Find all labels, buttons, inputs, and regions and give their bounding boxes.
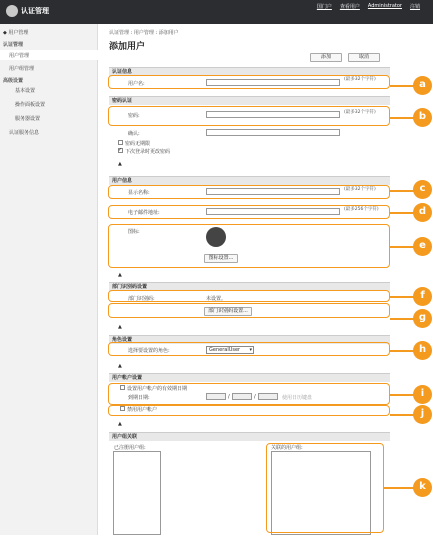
app-title: 认证管理	[21, 7, 49, 15]
assigned-groups-label: 关联的用户组:	[271, 445, 303, 451]
section-role: 角色设置	[109, 335, 390, 344]
confirm-input[interactable]	[206, 129, 340, 136]
chevron-down-icon: ▾	[249, 347, 252, 353]
top-links	[317, 3, 420, 10]
logout-link[interactable]: 注销	[409, 4, 420, 10]
section-account: 用户帐户设置	[109, 373, 390, 382]
callout-box-c	[108, 185, 390, 199]
sidebar-item-user-mgmt[interactable]: 用户管理	[9, 53, 30, 59]
dept-id-label: 部门识别码:	[128, 296, 155, 302]
callout-box-g	[108, 303, 390, 318]
email-hint: (最多256个字符)	[344, 207, 379, 212]
callout-box-b	[108, 106, 390, 126]
registered-groups-list[interactable]	[113, 451, 161, 535]
callout-box-e	[108, 224, 390, 268]
dept-id-value: 未设置。	[206, 296, 227, 302]
role-select-label: 选择要设置的角色:	[128, 348, 170, 354]
confirm-label: 确认:	[128, 131, 140, 137]
callout-badge-d: d	[413, 203, 432, 222]
gear-icon	[6, 5, 18, 17]
cancel-button[interactable]: 取消	[348, 53, 380, 62]
set-expiry-label: 设置用户帐户的有效期日期	[127, 386, 188, 392]
sidebar-item-auth-info[interactable]: 认证服务信息	[9, 130, 40, 136]
callout-badge-b: b	[413, 108, 432, 127]
sidebar-item-panel[interactable]: 操作面板设置	[15, 102, 46, 108]
callout-box-f	[108, 290, 390, 302]
callout-box-a	[108, 75, 390, 89]
check-icon: ✓	[118, 147, 123, 153]
callout-box-i	[108, 383, 390, 405]
callout-badge-g: g	[413, 309, 432, 328]
section-auth-info: 认证信息	[109, 67, 390, 76]
add-button[interactable]: 添加	[310, 53, 342, 62]
collapse-icon[interactable]: ▲	[118, 363, 122, 369]
collapse-icon[interactable]: ▲	[118, 324, 122, 330]
expiry-hint: 使用日历键盘	[282, 395, 313, 401]
disable-account-label: 禁用用户帐户	[127, 407, 158, 413]
callout-badge-i: i	[413, 385, 432, 404]
icon-label: 图标:	[128, 229, 140, 235]
callout-badge-f: f	[413, 287, 432, 306]
callout-badge-c: c	[413, 180, 432, 199]
email-label: 电子邮件地址:	[128, 210, 160, 216]
sidebar-item-group-mgmt[interactable]: 用户组管理	[9, 66, 35, 72]
page-title: 添加用户	[109, 42, 146, 52]
section-group: 用户组关联	[109, 432, 390, 441]
expiry-slash-2: /	[254, 394, 256, 400]
section-user-info: 用户信息	[109, 176, 390, 185]
callout-badge-e: e	[413, 237, 432, 256]
pwd-never-expire-checkbox[interactable]	[118, 140, 123, 145]
username-label: 用户名:	[128, 81, 145, 87]
collapse-icon[interactable]: ▲	[118, 421, 122, 427]
breadcrumb: 认证管理 : 用户管理 : 添加用户	[109, 30, 179, 36]
registered-groups-label: 已注册用户组:	[114, 445, 146, 451]
pwd-change-label: 下次登录时更改密码	[125, 149, 171, 155]
sidebar-group-auth: 认证管理	[3, 42, 24, 48]
sidebar	[0, 24, 98, 535]
callout-badge-k: k	[413, 478, 432, 497]
section-dept: 部门识别码设置	[109, 282, 390, 291]
expiry-slash-1: /	[228, 394, 230, 400]
sidebar-back[interactable]: ◆ 用户管理	[3, 30, 29, 36]
pwd-never-expire-label: 密码无期限	[125, 141, 151, 147]
callout-box-d	[108, 205, 390, 219]
change-icon-button[interactable]: 图标设置...	[204, 254, 238, 263]
view-user-link[interactable]: 查看用户	[339, 4, 360, 10]
display-name-label: 显示名称:	[128, 190, 150, 196]
expiry-date-label: 到期日期:	[128, 395, 150, 401]
section-pwd-auth: 密码认证	[109, 96, 390, 105]
password-hint: (最多32个字符)	[344, 110, 376, 115]
callout-badge-a: a	[413, 76, 432, 95]
admin-link[interactable]: Administrator	[367, 3, 402, 9]
sidebar-group-advanced: 高级设置	[3, 78, 24, 84]
leader-line-k	[384, 487, 416, 489]
top-bar	[0, 0, 433, 24]
password-label: 密码:	[128, 113, 140, 119]
callout-box-h	[108, 342, 390, 356]
callout-badge-h: h	[413, 341, 432, 360]
collapse-icon[interactable]: ▲	[118, 161, 122, 167]
collapse-icon[interactable]: ▲	[118, 272, 122, 278]
role-selected-value: GeneralUser	[209, 347, 241, 353]
portal-link[interactable]: 国门户	[316, 4, 332, 10]
display-name-hint: (最多32个字符)	[344, 187, 376, 192]
callout-badge-j: j	[413, 405, 432, 424]
username-hint: (最多32个字符)	[344, 77, 376, 82]
dept-settings-button[interactable]: 部门识别码设置...	[204, 307, 252, 316]
callout-box-j	[108, 405, 390, 416]
callout-box-k	[266, 443, 384, 533]
sidebar-item-basic[interactable]: 基本设置	[15, 88, 36, 94]
sidebar-item-server[interactable]: 服务器设置	[15, 116, 41, 122]
